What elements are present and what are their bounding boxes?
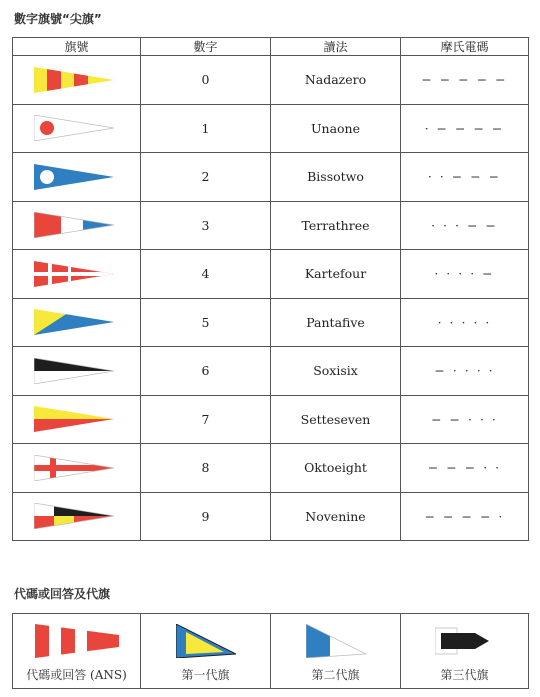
number-cell: 7 [141, 395, 271, 444]
red-white-blue-pennant-icon [34, 212, 114, 238]
morse-cell: − − − − · [401, 492, 529, 541]
number-cell: 5 [141, 298, 271, 347]
quartered-pennant-icon [34, 503, 114, 529]
table-row [13, 153, 529, 202]
pronunciation-cell: Terrathree [271, 201, 401, 250]
table-row [13, 201, 529, 250]
substitute-flags-table [12, 613, 529, 689]
substitute-label: 第一代旗 [181, 668, 230, 682]
morse-cell: · · · · · [401, 298, 529, 347]
yellow-blue-pennant-icon [34, 309, 114, 335]
number-cell: 9 [141, 492, 271, 541]
yellow-red-pennant-icon [34, 67, 114, 93]
morse-cell: · · · − − [401, 201, 529, 250]
table-row [13, 56, 529, 105]
pronunciation-cell: Kartefour [271, 250, 401, 299]
number-cell: 3 [141, 201, 271, 250]
morse-cell: − − − − − [401, 56, 529, 105]
substitute-label: 代碼或回答 (ANS) [26, 668, 127, 682]
numeral-pennants-table [12, 37, 529, 541]
morse-cell: · − − − − [401, 104, 529, 153]
number-cell: 1 [141, 104, 271, 153]
black-white-pennant-icon [34, 358, 114, 384]
yellow-red-horizontal-pennant-icon [34, 406, 114, 432]
pronunciation-cell: Bissotwo [271, 153, 401, 202]
substitute-cell [401, 614, 529, 689]
substitute-cell [141, 614, 271, 689]
white-red-cross-pennant-icon [34, 455, 114, 481]
morse-cell: − − − · · [401, 444, 529, 493]
pronunciation-cell: Novenine [271, 492, 401, 541]
substitute-flags-title: 代碼或回答及代旗 [14, 587, 111, 601]
blue-yellow-triangle-icon [176, 624, 236, 658]
pronunciation-cell: Pantafive [271, 298, 401, 347]
blue-white-disc-pennant-icon [34, 164, 114, 190]
pronunciation-cell: Oktoeight [271, 444, 401, 493]
pronunciation-cell: Unaone [271, 104, 401, 153]
table-header-row [13, 38, 529, 56]
white-red-disc-pennant-icon [34, 115, 114, 141]
table-row [13, 298, 529, 347]
morse-cell: · · · · − [401, 250, 529, 299]
number-cell: 0 [141, 56, 271, 105]
table-row [13, 347, 529, 396]
number-cell: 2 [141, 153, 271, 202]
pronunciation-cell: Setteseven [271, 395, 401, 444]
substitute-cell [271, 614, 401, 689]
table-row [13, 492, 529, 541]
substitute-label: 第二代旗 [311, 668, 360, 682]
header-flag: 旗號 [13, 38, 141, 56]
table-row [13, 395, 529, 444]
table-row [13, 250, 529, 299]
numeral-pennants-title: 數字旗號“尖旗” [14, 12, 102, 26]
header-number: 數字 [141, 38, 271, 56]
number-cell: 4 [141, 250, 271, 299]
number-cell: 8 [141, 444, 271, 493]
morse-cell: − − · · · [401, 395, 529, 444]
substitute-row [13, 614, 529, 689]
header-pronunciation: 讀法 [271, 38, 401, 56]
substitute-label: 第三代旗 [440, 668, 489, 682]
header-morse: 摩氏電碼 [401, 38, 529, 56]
blue-white-triangle-icon [306, 624, 366, 658]
pronunciation-cell: Soxisix [271, 347, 401, 396]
red-white-striped-pennant-icon [35, 624, 119, 658]
substitute-cell [13, 614, 141, 689]
red-white-cross-pennant-icon [34, 261, 114, 287]
morse-cell: · · − − − [401, 153, 529, 202]
table-row [13, 444, 529, 493]
morse-cell: − · · · · [401, 347, 529, 396]
number-cell: 6 [141, 347, 271, 396]
table-row [13, 104, 529, 153]
white-black-triangle-icon [435, 624, 495, 658]
pronunciation-cell: Nadazero [271, 56, 401, 105]
